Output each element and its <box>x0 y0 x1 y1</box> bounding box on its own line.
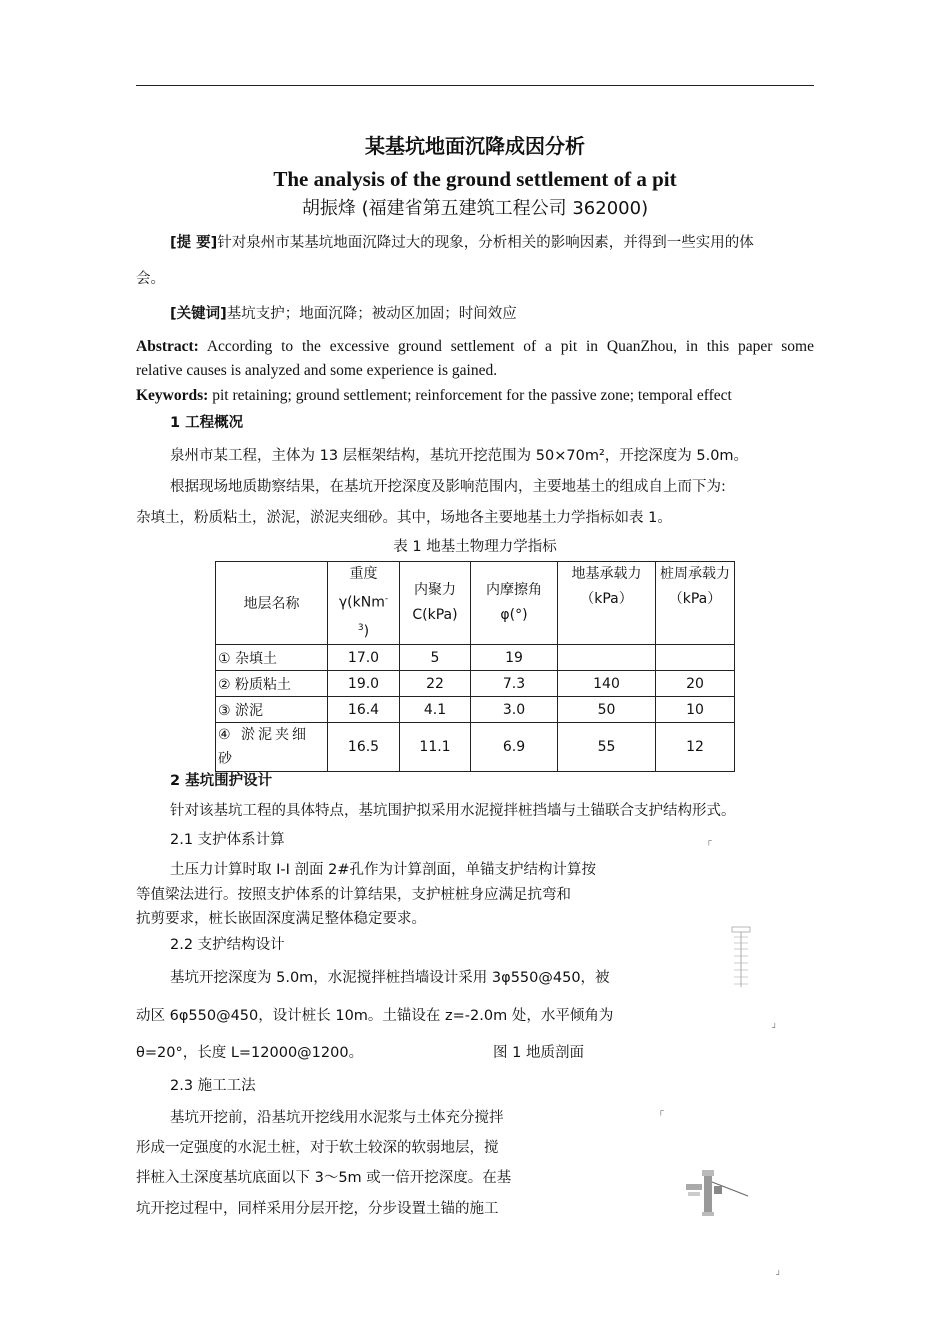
section-2-heading: 2 基坑围护设计 <box>170 773 273 789</box>
header-cell: 重度 γ(kNm- $^3$) <box>328 562 400 645</box>
header-cell: 内摩擦角 φ(°) <box>471 562 558 645</box>
table-cell: ③ 淤泥 <box>216 697 328 723</box>
figure-1-caption: 图 1 地质剖面 <box>493 1045 584 1061</box>
section-2-2-heading: 2.2 支护结构设计 <box>170 937 285 953</box>
table-cell: 3.0 <box>471 697 558 723</box>
table-cell: 11.1 <box>400 723 471 772</box>
abstract-cn-label: [提 要] <box>170 235 218 251</box>
table-cell <box>558 645 656 671</box>
header-cell: 地层名称 <box>216 562 328 645</box>
corner-mark: ┘ <box>772 1023 778 1032</box>
corner-mark: ┌ <box>706 836 712 845</box>
abstract-cn <box>170 231 815 252</box>
corner-mark: ┌ <box>658 1106 664 1115</box>
header-cell: 桩周承载力 （kPa） <box>656 562 735 645</box>
keywords-en <box>136 386 732 406</box>
abstract-en <box>136 337 814 357</box>
section-2-1-line2: 等值梁法进行。按照支护体系的计算结果，支护桩桩身应满足抗弯和 <box>136 887 571 903</box>
section-2-paragraph: 针对该基坑工程的具体特点，基坑围护拟采用水泥搅拌桩挡墙与土锚联合支护结构形式。 <box>170 803 736 819</box>
table-cell: 5 <box>400 645 471 671</box>
table-cell: ② 粉质粘土 <box>216 671 328 697</box>
table-row <box>216 645 735 671</box>
abstract-cn-text: 针对泉州市某基坑地面沉降过大的现象，分析相关的影响因素，并得到一些实用的体 <box>217 235 754 251</box>
section-1-paragraph-2-line1: 根据现场地质勘察结果，在基坑开挖深度及影响范围内，主要地基土的组成自上而下为: <box>170 479 726 495</box>
table-cell: 12 <box>656 723 735 772</box>
section-1-paragraph-2-line2: 杂填土，粉质粘土，淤泥，淤泥夹细砂。其中，场地各主要地基土力学指标如表 1。 <box>136 510 672 526</box>
header-cell: 内聚力 C(kPa) <box>400 562 471 645</box>
table-cell: 19 <box>471 645 558 671</box>
section-2-2-line3: θ=20°，长度 L=12000@1200。 <box>136 1045 364 1061</box>
keywords-en-text: pit retaining; ground settlement; reinforcement for the passive zone; temporal effect <box>212 387 732 404</box>
table-cell: 16.4 <box>328 697 400 723</box>
table-cell: 10 <box>656 697 735 723</box>
table-header-row <box>216 562 735 645</box>
header-rule <box>136 85 814 86</box>
table-cell: ④ 淤泥夹细砂 <box>216 723 328 772</box>
section-2-3-line4: 坑开挖过程中，同样采用分层开挖，分步设置土锚的施工 <box>136 1201 499 1217</box>
section-2-3-line3: 拌桩入土深度基坑底面以下 3～5m 或一倍开挖深度。在基 <box>136 1170 512 1186</box>
section-2-2-line2: 动区 6φ550@450，设计桩长 10m。土锚设在 z=-2.0m 处，水平倾角为 <box>136 1008 614 1024</box>
abstract-en-line2: relative causes is analyzed and some experience is gained. <box>136 362 498 379</box>
table-cell: 55 <box>558 723 656 772</box>
section-1-heading: 1 工程概况 <box>170 415 244 431</box>
table-cell: 140 <box>558 671 656 697</box>
section-2-1-heading: 2.1 支护体系计算 <box>170 832 285 848</box>
corner-mark: ┘ <box>776 1270 782 1279</box>
retaining-structure-figure <box>684 1166 750 1218</box>
keywords-cn <box>170 302 517 323</box>
section-2-3-line1: 基坑开挖前，沿基坑开挖线用水泥浆与土体充分搅拌 <box>170 1110 504 1126</box>
section-2-2-line1: 基坑开挖深度为 5.0m，水泥搅拌桩挡墙设计采用 3φ550@450，被 <box>170 970 610 986</box>
section-2-3-heading: 2.3 施工工法 <box>170 1078 256 1094</box>
abstract-en-text: According to the excessive ground settlement of a pit in QuanZhou, in this paper some <box>206 338 814 355</box>
title-english: The analysis of the ground settlement of a pit <box>273 167 677 191</box>
section-2-1-line1: 土压力计算时取 I-I 剖面 2#孔作为计算剖面，单锚支护结构计算按 <box>170 862 596 878</box>
section-2-3-line2: 形成一定强度的水泥土桩，对于软土较深的软弱地层，搅 <box>136 1140 499 1156</box>
table-cell: 20 <box>656 671 735 697</box>
abstract-en-label: Abstract: <box>136 338 199 355</box>
table-cell: 17.0 <box>328 645 400 671</box>
table-cell: 22 <box>400 671 471 697</box>
title-chinese: 某基坑地面沉降成因分析 <box>365 134 585 158</box>
keywords-cn-label: [关键词] <box>170 306 227 322</box>
section-2-1-line3: 抗剪要求，桩长嵌固深度满足整体稳定要求。 <box>136 911 426 927</box>
table-cell: 19.0 <box>328 671 400 697</box>
table-cell: 50 <box>558 697 656 723</box>
section-1-paragraph-1: 泉州市某工程，主体为 13 层框架结构，基坑开挖范围为 50×70m²，开挖深度为 5.0m。 <box>170 448 749 464</box>
table-cell: ① 杂填土 <box>216 645 328 671</box>
table-cell: 16.5 <box>328 723 400 772</box>
geological-profile-figure <box>730 925 752 989</box>
table-cell: 4.1 <box>400 697 471 723</box>
soil-properties-table <box>215 561 735 772</box>
table-cell: 7.3 <box>471 671 558 697</box>
table-1-caption: 表 1 地基土物理力学指标 <box>393 539 557 555</box>
table-row <box>216 697 735 723</box>
header-cell: 地基承载力 （kPa） <box>558 562 656 645</box>
table-cell: 6.9 <box>471 723 558 772</box>
table-row <box>216 671 735 697</box>
keywords-en-label: Keywords: <box>136 387 209 404</box>
table-row <box>216 723 735 772</box>
keywords-cn-text: 基坑支护；地面沉降；被动区加固；时间效应 <box>226 306 517 322</box>
author-line: 胡振烽 (福建省第五建筑工程公司 362000) <box>301 198 649 219</box>
abstract-cn-line2: 会。 <box>136 271 165 287</box>
table-cell <box>656 645 735 671</box>
